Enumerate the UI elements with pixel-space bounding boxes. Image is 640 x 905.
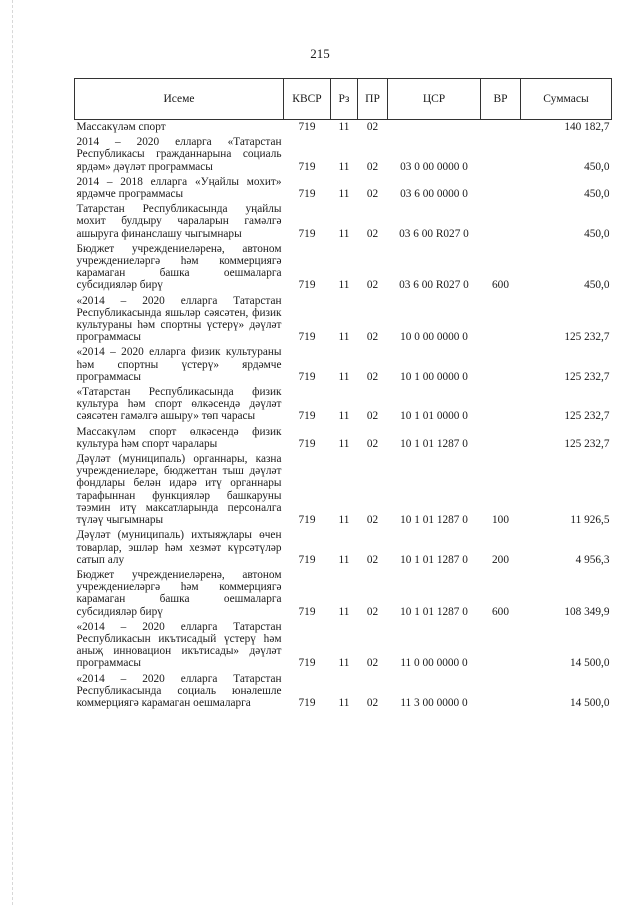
cell-kvsr: 719	[298, 160, 316, 173]
table-row	[75, 175, 612, 202]
table-row	[75, 620, 612, 672]
cell-vr: 100	[492, 514, 509, 527]
header-csr: ЦСР	[388, 79, 481, 120]
cell-rz: 11	[338, 370, 350, 383]
cell-csr: 10 1 01 1287 0	[400, 437, 468, 450]
cell-csr: 10 1 01 0000 0	[400, 410, 468, 423]
cell-pr: 02	[366, 605, 379, 618]
cell-kvsr: 719	[298, 410, 316, 423]
cell-name: «2014 – 2020 елларга физик культураны һәм спортны үстерү» ярдәмче программасы	[76, 346, 282, 383]
cell-sum: 125 232,7	[564, 437, 610, 450]
cell-name: «Татарстан Республикасында физик культура һәм спорт өлкәсендә дәүләт сәясәтен гамәлгә ашыру» төп чарасы	[76, 386, 282, 423]
cell-vr	[481, 620, 521, 672]
cell-csr: 10 1 00 0000 0	[400, 370, 468, 383]
cell-vr	[481, 345, 521, 385]
cell-name: «2014 – 2020 елларга Татарстан Республикасында яшьләр сәясәтен, физик культураны һәм спортны үстерү» дәүләт программасы	[76, 294, 282, 344]
cell-vr	[481, 135, 521, 175]
table-header-row	[75, 79, 612, 120]
cell-pr: 02	[366, 514, 379, 527]
cell-pr: 02	[366, 188, 379, 201]
cell-rz: 11	[338, 696, 350, 709]
cell-name: Татарстан Республикасында уңайлы мохит булдыру чараларын гамәлгә ашыруга финанслашу чыгымнары	[76, 203, 282, 240]
header-kvsr: КВСР	[284, 79, 331, 120]
table-row	[75, 135, 612, 175]
cell-csr	[388, 120, 481, 136]
cell-name: «2014 – 2020 елларга Татарстан Республикасын икътисадый үстерү һәм аныҗ инновацион икътисады» дәүләт программасы	[76, 620, 282, 670]
cell-sum: 11 926,5	[570, 514, 610, 527]
cell-vr	[481, 385, 521, 425]
cell-rz: 11	[338, 437, 350, 450]
cell-vr	[481, 120, 521, 136]
cell-sum: 108 349,9	[564, 605, 610, 618]
cell-csr: 10 1 01 1287 0	[400, 514, 468, 527]
cell-csr: 03 6 00 R027 0	[399, 227, 469, 240]
cell-csr: 10 1 01 1287 0	[400, 605, 468, 618]
cell-kvsr: 719	[298, 696, 316, 709]
table-row	[75, 294, 612, 346]
table-row	[75, 345, 612, 385]
cell-vr	[481, 294, 521, 346]
cell-name: 2014 – 2018 елларга «Уңайлы мохит» ярдәмче программасы	[76, 175, 282, 201]
header-rz: Рз	[331, 79, 358, 120]
cell-kvsr: 719	[298, 370, 316, 383]
cell-name: 2014 – 2020 елларга «Татарстан Республикасы гражданнарына социаль ярдәм» дәүләт программасы	[76, 136, 282, 173]
cell-vr	[481, 175, 521, 202]
cell-pr: 02	[366, 657, 379, 670]
cell-sum: 14 500,0	[569, 696, 610, 709]
cell-vr: 200	[492, 553, 509, 566]
cell-sum: 4 956,3	[575, 553, 610, 566]
cell-rz: 11	[338, 188, 350, 201]
cell-rz: 11	[338, 160, 350, 173]
cell-name: «2014 – 2020 елларга Татарстан Республикасында социаль юнәлешле коммерциягә карамаган оешмаларга	[76, 672, 282, 709]
cell-vr	[481, 202, 521, 242]
cell-sum: 125 232,7	[564, 370, 610, 383]
cell-sum: 125 232,7	[564, 331, 610, 344]
cell-pr: 02	[366, 160, 379, 173]
cell-pr: 02	[366, 227, 379, 240]
cell-sum: 450,0	[584, 279, 610, 292]
cell-name: Дәүләт (муниципаль) органнары, казна учреждениеләре, бюджеттан тыш дәүләт фондлары белән идарә итү органнары тарафыннан функцияләр башкаруны тәэмин итү максатларында персоналга түләү чыгымнары	[76, 453, 282, 527]
cell-rz: 11	[338, 279, 350, 292]
table-row	[75, 452, 612, 528]
cell-kvsr: 719	[298, 227, 316, 240]
cell-vr	[481, 425, 521, 452]
cell-pr: 02	[366, 437, 379, 450]
cell-pr: 02	[366, 279, 379, 292]
cell-kvsr: 719	[298, 279, 316, 292]
cell-sum: 450,0	[584, 188, 610, 201]
cell-sum: 125 232,7	[564, 410, 610, 423]
cell-sum: 140 182,7	[564, 121, 610, 133]
cell-kvsr: 719	[298, 331, 316, 344]
cell-vr: 600	[492, 605, 509, 618]
header-pr: ПР	[358, 79, 388, 120]
cell-csr: 03 6 00 R027 0	[399, 279, 469, 292]
header-name: Исеме	[75, 79, 284, 120]
cell-sum: 14 500,0	[569, 657, 610, 670]
cell-csr: 03 6 00 0000 0	[400, 188, 468, 201]
cell-pr: 02	[366, 370, 379, 383]
cell-name: Массакүләм спорт	[76, 121, 166, 133]
cell-kvsr: 719	[298, 657, 316, 670]
cell-rz: 11	[338, 605, 350, 618]
table-row	[75, 202, 612, 242]
cell-kvsr: 719	[298, 121, 316, 133]
cell-name: Бюджет учреждениеләренә, автоном учреждениеләргә һәм коммерциягә карамаган башка оешмаларга субсидияләр бирү	[76, 568, 282, 618]
cell-sum: 450,0	[584, 227, 610, 240]
cell-name: Дәүләт (муниципаль) ихтыяҗлары өчен товарлар, эшләр һәм хезмәт күрсәтүләр сатып алу	[76, 529, 282, 566]
cell-name: Массакүләм спорт өлкәсендә физик культура һәм спорт чаралары	[76, 425, 282, 450]
cell-pr: 02	[366, 553, 379, 566]
cell-rz: 11	[338, 553, 350, 566]
cell-vr: 600	[492, 279, 509, 292]
cell-rz: 11	[338, 410, 350, 423]
table-row	[75, 528, 612, 568]
cell-csr: 10 1 01 1287 0	[400, 553, 468, 566]
cell-rz: 11	[338, 227, 350, 240]
cell-kvsr: 719	[298, 605, 316, 618]
table-row	[75, 242, 612, 294]
table-row	[75, 568, 612, 620]
table-row	[75, 385, 612, 425]
cell-rz: 11	[338, 121, 350, 133]
cell-kvsr: 719	[298, 553, 316, 566]
cell-rz: 11	[338, 514, 350, 527]
budget-table	[74, 78, 612, 711]
header-vr: ВР	[481, 79, 521, 120]
cell-name: Бюджет учреждениеләренә, автоном учреждениеләргә һәм коммерциягә карамаган башка оешмаларга субсидияләр бирү	[76, 242, 282, 292]
scan-margin-line	[12, 0, 14, 905]
cell-pr: 02	[366, 696, 379, 709]
cell-csr: 11 3 00 0000 0	[400, 696, 468, 709]
cell-sum: 450,0	[584, 160, 610, 173]
page-number: 215	[310, 46, 330, 61]
table-row	[75, 425, 612, 452]
header-sum: Суммасы	[521, 79, 612, 120]
cell-pr: 02	[366, 121, 379, 133]
cell-rz: 11	[338, 657, 350, 670]
cell-csr: 03 0 00 0000 0	[400, 160, 468, 173]
cell-kvsr: 719	[298, 437, 316, 450]
cell-pr: 02	[366, 331, 379, 344]
cell-csr: 10 0 00 0000 0	[400, 331, 468, 344]
cell-csr: 11 0 00 0000 0	[400, 657, 468, 670]
table-row	[75, 120, 612, 136]
table-row	[75, 672, 612, 712]
cell-pr: 02	[366, 410, 379, 423]
cell-rz: 11	[338, 331, 350, 344]
cell-kvsr: 719	[298, 514, 316, 527]
cell-kvsr: 719	[298, 188, 316, 201]
cell-vr	[481, 672, 521, 712]
